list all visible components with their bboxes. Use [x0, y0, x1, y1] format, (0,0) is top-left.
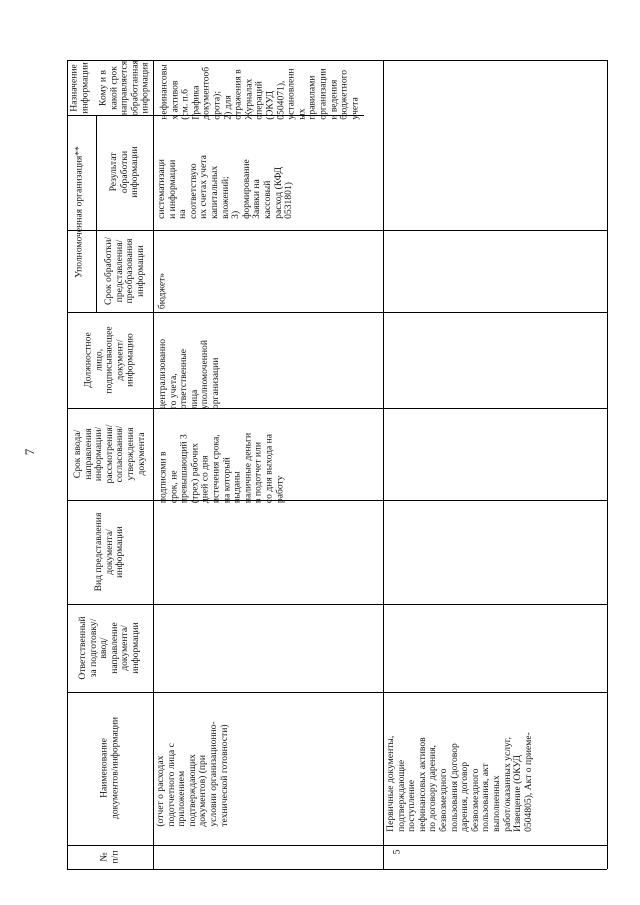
- table-border-top-right: [364, 60, 607, 61]
- row1-org-term: бюджет»: [156, 272, 168, 310]
- col-divider: [67, 312, 607, 313]
- header-row-divider: [153, 60, 154, 869]
- row1-deadline: подписями в срок, не превышающий 3 (трех) рабочих дней со дня истечения срока, на который выданы наличные деньги в подотчет или со дня выхода на работу: [157, 432, 285, 504]
- header-col-kind: Вид представления документа/ информации: [93, 512, 126, 592]
- header-col-name: Наименование документов/информации: [98, 717, 120, 819]
- row2-no: 5: [391, 849, 403, 855]
- page-number: 7: [22, 448, 37, 456]
- header-col-purpose-sub: Кому и в какой срок направляется обработанная информация: [97, 60, 151, 116]
- col-divider: [67, 408, 607, 409]
- header-col-purpose: Назначение информации: [68, 62, 90, 114]
- row1-org-result: систематизаци и информации на соответствую их счетах учета капитальных вложений; 3) формирование Заявки на кассовый расход (КФД 0531801): [156, 155, 295, 219]
- header-col-no: № п/п: [98, 850, 120, 864]
- row2-name: Первичные документы, подтверждающие поступление нефинансовых активов по договору дарения, безвозмездного пользования (договор дарения, договор безвозмездного пользования, акт выполненных работ/оказанных услуг, Извещение (ОКУД 0504805), Акт о приеме-: [384, 732, 534, 832]
- table-border-left: [67, 60, 68, 869]
- header-col-org-term: Срок обработки/ представления/ преобразования информации: [102, 237, 146, 305]
- row1-official: централизованно го учета, ответственные лица уполномоченной организации: [157, 338, 222, 410]
- table-border-bottom: [67, 869, 607, 870]
- header-col-org-group: Уполномоченная организация**: [73, 146, 85, 278]
- header-col-org-result: Результат обработки информации: [108, 146, 141, 198]
- row1-name: (отчет о расходах подотчетного лица с приложением подтверждающих документов) (при условии организационно- технической готовности): [154, 721, 230, 827]
- col-divider: [67, 692, 607, 693]
- org-subheader-divider: [96, 115, 97, 312]
- row-divider: [383, 60, 384, 869]
- col-divider: [67, 604, 607, 605]
- header-col-official: Должностное лицо, подписывающее документ/ информацию: [82, 326, 136, 394]
- row1-purpose: нефинансовы х активов (см. п.6 Графика документооб орота); 2) для отражения в Журналах операций (ОКУД 0504071), установленн ых правилами организации и ведения бюджетного учета: [158, 64, 361, 120]
- col-divider: [67, 845, 607, 846]
- table-border-right: [607, 60, 608, 869]
- col-divider: [67, 230, 607, 231]
- col-divider: [67, 500, 607, 501]
- header-col-responsible: Ответственный за подготовку/ ввод/ направление документа/ информации: [77, 616, 142, 680]
- header-col-deadline: Срок ввода/ направления информации/ рассмотрения/ согласования/ утверждения документа: [71, 424, 147, 484]
